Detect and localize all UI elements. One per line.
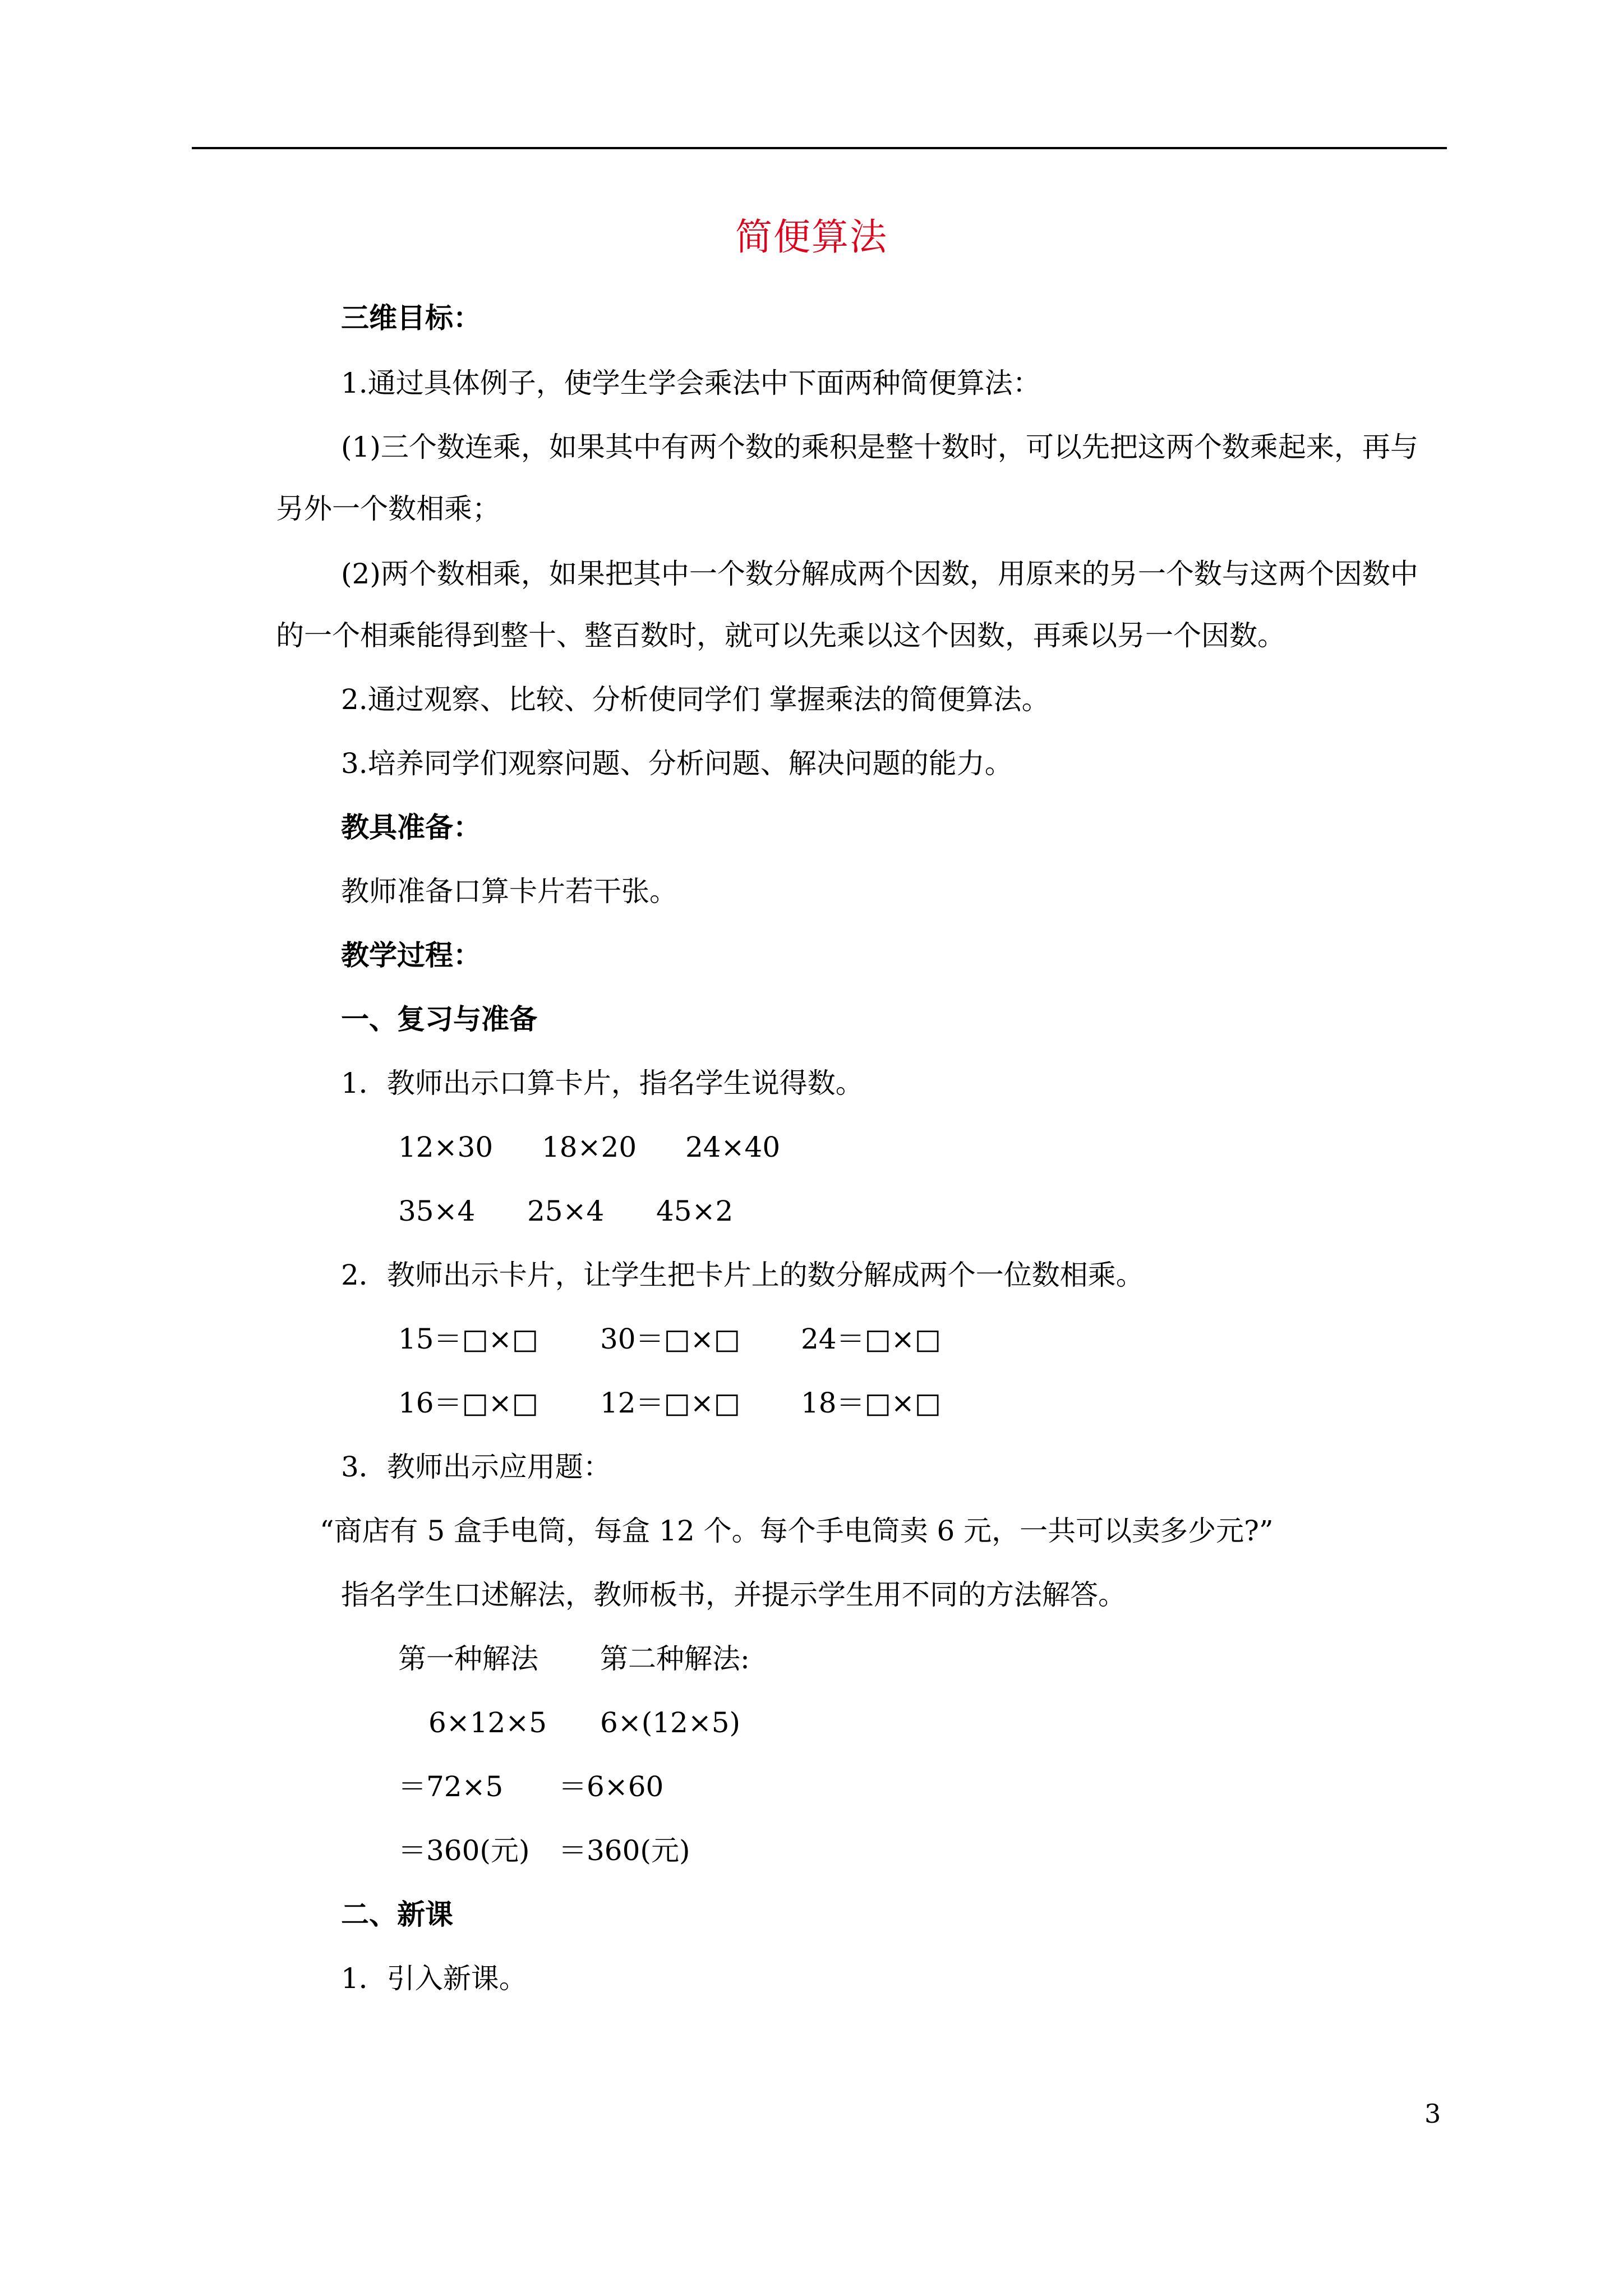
- card-12x30: 12×30: [398, 1131, 494, 1163]
- review-item-3: 3．教师出示应用题：: [341, 1451, 611, 1483]
- document-title: 简便算法: [735, 215, 888, 259]
- decomp-30: 30＝□×□: [600, 1323, 740, 1355]
- review-item-2: 2．教师出示卡片，让学生把卡片上的数分解成两个一位数相乘。: [341, 1259, 1144, 1291]
- review-item-1: 1．教师出示口算卡片，指名学生说得数。: [341, 1067, 864, 1099]
- section-2-heading: 二、新课: [341, 1898, 453, 1931]
- section-1-heading: 一、复习与准备: [341, 1002, 537, 1036]
- method-1-step-1: 6×12×5: [428, 1706, 547, 1739]
- word-problem: “商店有 5 盒手电筒，每盒 12 个。每个手电筒卖 6 元，一共可以卖多少元?”: [320, 1515, 1274, 1547]
- goal-1a-line2: 另外一个数相乘；: [276, 493, 500, 525]
- page-number: 3: [1424, 2099, 1441, 2129]
- goal-1b-line2: 的一个相乘能得到整十、整百数时，就可以先乘以这个因数，再乘以另一个因数。: [276, 619, 1285, 652]
- card-25x4: 25×4: [527, 1195, 605, 1227]
- process-heading: 教学过程：: [341, 938, 481, 972]
- goals-heading: 三维目标：: [341, 301, 481, 334]
- decomp-16: 16＝□×□: [398, 1387, 538, 1419]
- card-24x40: 24×40: [685, 1131, 781, 1163]
- goal-2: 2.通过观察、比较、分析使同学们 掌握乘法的简便算法。: [341, 683, 1050, 716]
- materials-heading: 教具准备：: [341, 811, 481, 844]
- card-18x20: 18×20: [542, 1131, 637, 1163]
- decomp-18: 18＝□×□: [801, 1387, 941, 1419]
- goal-3: 3.培养同学们观察问题、分析问题、解决问题的能力。: [341, 747, 1013, 780]
- decomp-15: 15＝□×□: [398, 1323, 538, 1355]
- materials-text: 教师准备口算卡片若干张。: [341, 875, 677, 908]
- header-rule: [192, 147, 1447, 149]
- goal-1a-line1: (1)三个数连乘，如果其中有两个数的乘积是整十数时，可以先把这两个数乘起来，再与: [341, 431, 1418, 463]
- method-1-step-2: ＝72×5: [398, 1770, 504, 1803]
- method-2-step-2: ＝6×60: [559, 1770, 664, 1803]
- method-1-label: 第一种解法: [398, 1642, 538, 1675]
- decomp-12: 12＝□×□: [600, 1387, 740, 1419]
- solution-instruction: 指名学生口述解法，教师板书，并提示学生用不同的方法解答。: [341, 1579, 1126, 1611]
- decomp-24: 24＝□×□: [801, 1323, 941, 1355]
- goal-1: 1.通过具体例子，使学生学会乘法中下面两种简便算法：: [341, 367, 1041, 399]
- method-2-step-1: 6×(12×5): [600, 1706, 741, 1739]
- card-35x4: 35×4: [398, 1195, 476, 1227]
- card-45x2: 45×2: [656, 1195, 734, 1227]
- method-2-step-3: ＝360(元): [559, 1834, 690, 1867]
- new-lesson-item-1: 1．引入新课。: [341, 1962, 527, 1995]
- method-1-step-3: ＝360(元): [398, 1834, 530, 1867]
- goal-1b-line1: (2)两个数相乘，如果把其中一个数分解成两个因数，用原来的另一个数与这两个因数中: [341, 558, 1418, 590]
- method-2-label: 第二种解法:: [600, 1642, 750, 1675]
